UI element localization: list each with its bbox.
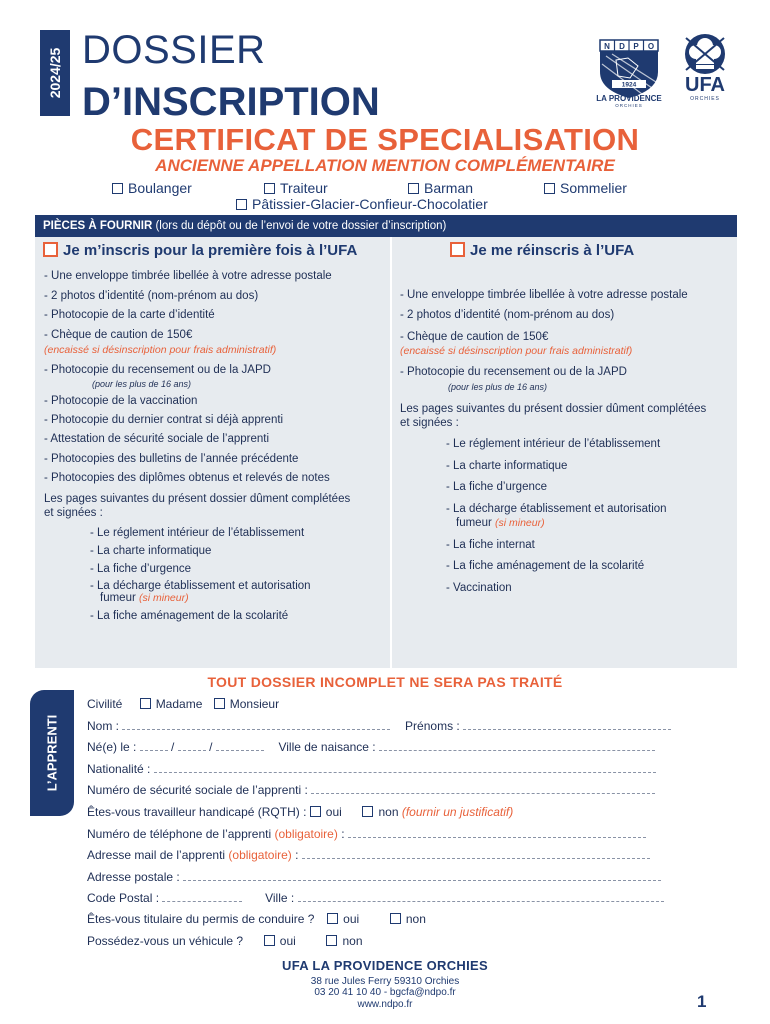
- ville-naissance-label: Ville de naisance :: [278, 740, 376, 754]
- list-item: Les pages suivantes du présent dossier dûment complétées: [44, 493, 351, 505]
- first-time-heading[interactable]: [43, 242, 357, 259]
- ville-label: Ville :: [265, 891, 295, 905]
- list-item: et signées :: [44, 507, 103, 519]
- secu-label: Numéro de sécurité sociale de l’apprenti :: [87, 783, 308, 797]
- list-item: - 2 photos d’identité (nom-prénom au dos): [44, 290, 259, 302]
- ndpo-letter-p: P: [633, 42, 639, 51]
- checkbox-first-time[interactable]: [43, 242, 58, 257]
- list-note: (pour les plus de 16 ans): [448, 382, 548, 392]
- list-note: (pour les plus de 16 ans): [92, 379, 192, 389]
- permis-row: [87, 912, 426, 926]
- oui-label: oui: [343, 912, 360, 926]
- mail-row: [87, 848, 650, 862]
- obligatoire-note: (obligatoire): [274, 827, 338, 841]
- checkbox-handicap-non[interactable]: [362, 806, 373, 817]
- nationalite-row: [87, 762, 656, 776]
- list-item: - Photocopie du dernier contrat si déjà apprenti: [44, 414, 284, 426]
- option-sommelier[interactable]: [544, 180, 627, 196]
- justificatif-note: (fournir un justificatif): [401, 805, 514, 819]
- list-item: - Chèque de caution de 150€: [44, 329, 193, 341]
- list-item: - Photocopie du recensement ou de la JAPD: [400, 366, 627, 378]
- incomplete-warning: TOUT DOSSIER INCOMPLET NE SERA PAS TRAITÉ: [207, 674, 563, 690]
- list-item: - La décharge établissement et autorisation: [446, 503, 667, 515]
- list-item: - Photocopie de la vaccination: [44, 395, 198, 407]
- nationalite-label: Nationalité :: [87, 762, 151, 776]
- option-barman-label: Barman: [424, 180, 474, 196]
- list-item: - Photocopie du recensement ou de la JAPD: [44, 364, 271, 376]
- non-label: non: [342, 934, 363, 948]
- list-item: - Photocopies des diplômes obtenus et relevés de notes: [44, 472, 330, 484]
- birth-day-field[interactable]: [140, 741, 168, 751]
- date-separator: /: [209, 740, 213, 754]
- checkbox-patissier[interactable]: [236, 199, 247, 210]
- checkbox-madame[interactable]: [140, 698, 151, 709]
- reinscription-heading-label: Je me réinscris à l’UFA: [470, 242, 635, 259]
- list-item: [100, 592, 189, 604]
- obligatoire-note: (obligatoire): [228, 848, 292, 862]
- apprenti-tab: [30, 690, 74, 816]
- mail-field[interactable]: [302, 849, 650, 859]
- title-dossier: DOSSIER: [82, 28, 266, 72]
- apprenti-tab-label: L’APPRENTI: [44, 714, 60, 792]
- checkbox-sommelier[interactable]: [544, 183, 555, 194]
- list-item: - La fiche aménagement de la scolarité: [446, 560, 645, 572]
- date-separator: /: [171, 740, 175, 754]
- footer-website[interactable]: www.ndpo.fr: [357, 999, 413, 1010]
- list-item: - Le réglement intérieur de l’établissement: [90, 527, 305, 539]
- la-providence-name: LA PROVIDENCE: [596, 94, 662, 103]
- madame-label: Madame: [155, 697, 203, 711]
- list-item: [456, 517, 545, 529]
- ndpo-year: 1924: [621, 81, 637, 89]
- code-postal-field[interactable]: [162, 892, 242, 902]
- page-number: 1: [697, 992, 707, 1011]
- former-name-subtitle: ANCIENNE APPELLATION MENTION COMPLÉMENTAIRE: [155, 156, 615, 175]
- nom-label: Nom :: [87, 719, 120, 733]
- option-boulanger[interactable]: [112, 180, 192, 196]
- list-item: - 2 photos d’identité (nom-prénom au dos): [400, 309, 615, 321]
- nom-row: [87, 719, 671, 733]
- reinscription-heading[interactable]: [450, 242, 634, 259]
- list-item: - Chèque de caution de 150€: [400, 331, 549, 343]
- year-badge: [40, 30, 70, 116]
- ufa-logo-sub: ORCHIES: [690, 96, 720, 102]
- footer-address: 38 rue Jules Ferry 59310 Orchies: [310, 976, 460, 987]
- pieces-title: PIÈCES À FOURNIR: [43, 220, 153, 232]
- prenoms-field[interactable]: [463, 720, 671, 730]
- list-item: - La charte informatique: [446, 460, 568, 472]
- checkbox-vehicule-oui[interactable]: [264, 935, 275, 946]
- checkbox-vehicule-non[interactable]: [326, 935, 337, 946]
- ufa-logo: [676, 30, 734, 110]
- code-postal-row: [87, 891, 664, 905]
- telephone-field[interactable]: [348, 828, 646, 838]
- naissance-row: [87, 740, 655, 754]
- list-item: - La charte informatique: [90, 545, 212, 557]
- list-item: - La fiche d’urgence: [446, 481, 548, 493]
- non-label: non: [405, 912, 426, 926]
- list-item: - La fiche d’urgence: [90, 563, 192, 575]
- colon: :: [295, 848, 299, 862]
- checkbox-permis-oui[interactable]: [327, 913, 338, 924]
- option-sommelier-label: Sommelier: [560, 180, 627, 196]
- reinscription-panel: [392, 237, 737, 668]
- la-providence-sub: ORCHIES: [615, 103, 643, 108]
- list-note: (encaissé si désinscription pour frais administratif): [44, 344, 277, 356]
- option-boulanger-label: Boulanger: [128, 180, 192, 196]
- adresse-label: Adresse postale :: [87, 870, 180, 884]
- list-note: (encaissé si désinscription pour frais administratif): [400, 345, 633, 357]
- footer-contact: 03 20 41 10 40 - bgcfa@ndpo.fr: [314, 987, 456, 998]
- mail-label: Adresse mail de l’apprenti: [87, 848, 226, 862]
- list-item: - Le réglement intérieur de l’établissement: [446, 438, 661, 450]
- list-item: - Photocopie de la carte d’identité: [44, 309, 215, 321]
- permis-label: Êtes-vous titulaire du permis de conduire ?: [87, 912, 315, 926]
- secu-field[interactable]: [311, 784, 655, 794]
- list-item: - La décharge établissement et autorisation: [90, 580, 311, 592]
- checkbox-traiteur[interactable]: [264, 183, 275, 194]
- list-item: - Photocopies des bulletins de l’année précédente: [44, 453, 299, 465]
- title-inscription: D’INSCRIPTION: [82, 80, 380, 124]
- first-time-heading-label: Je m’inscris pour la première fois à l’UFA: [63, 242, 358, 259]
- telephone-label: Numéro de téléphone de l’apprenti: [87, 827, 272, 841]
- ville-field[interactable]: [298, 892, 664, 902]
- ndpo-letter-n: N: [604, 42, 610, 51]
- fumeur-label: fumeur: [100, 592, 136, 604]
- handicap-row: [87, 805, 513, 819]
- list-item: - Attestation de sécurité sociale de l’apprenti: [44, 433, 270, 445]
- checkbox-reinscription[interactable]: [450, 242, 465, 257]
- list-item: - Une enveloppe timbrée libellée à votre adresse postale: [400, 289, 688, 301]
- adresse-row: [87, 870, 661, 884]
- nationalite-field[interactable]: [154, 763, 656, 773]
- option-traiteur[interactable]: [264, 180, 328, 196]
- pieces-bar: [35, 215, 737, 237]
- vehicule-label: Possédez-vous un véhicule ?: [87, 934, 244, 948]
- telephone-row: [87, 827, 646, 841]
- checkbox-barman[interactable]: [408, 183, 419, 194]
- option-traiteur-label: Traiteur: [280, 180, 328, 196]
- non-label: non: [378, 805, 399, 819]
- civilite-label: Civilité: [87, 697, 123, 711]
- ndpo-letter-d: D: [619, 42, 625, 51]
- si-mineur-note: (si mineur): [139, 592, 189, 604]
- footer-name: UFA LA PROVIDENCE ORCHIES: [282, 958, 488, 973]
- checkbox-permis-non[interactable]: [390, 913, 401, 924]
- ufa-logo-text: UFA: [685, 74, 725, 96]
- prenoms-label: Prénoms :: [405, 719, 460, 733]
- year-label: 2024/25: [47, 47, 63, 99]
- secu-row: [87, 783, 655, 797]
- certificate-title: CERTIFICAT DE SPECIALISATION: [130, 122, 640, 157]
- checkbox-handicap-oui[interactable]: [310, 806, 321, 817]
- ne-le-label: Né(e) le :: [87, 740, 137, 754]
- checkbox-monsieur[interactable]: [214, 698, 225, 709]
- list-item: - La fiche internat: [446, 539, 535, 551]
- si-mineur-note: (si mineur): [495, 517, 545, 529]
- option-patissier[interactable]: [236, 196, 488, 212]
- monsieur-label: Monsieur: [229, 697, 280, 711]
- option-patissier-label: Pâtissier-Glacier-Confieur-Chocolatier: [252, 196, 488, 212]
- birth-year-field[interactable]: [216, 741, 264, 751]
- la-providence-logo: [598, 38, 660, 100]
- ville-naissance-field[interactable]: [379, 741, 655, 751]
- checkbox-boulanger[interactable]: [112, 183, 123, 194]
- list-item: - La fiche aménagement de la scolarité: [90, 610, 289, 622]
- nom-field[interactable]: [122, 720, 390, 730]
- code-postal-label: Code Postal :: [87, 891, 160, 905]
- list-item: - Une enveloppe timbrée libellée à votre adresse postale: [44, 270, 332, 282]
- oui-label: oui: [325, 805, 342, 819]
- vehicule-row: [87, 934, 363, 948]
- handicap-label: Êtes-vous travailleur handicapé (RQTH) :: [87, 805, 307, 819]
- list-item: Les pages suivantes du présent dossier dûment complétées: [400, 403, 707, 415]
- oui-label: oui: [279, 934, 296, 948]
- list-item: et signées :: [400, 417, 459, 429]
- adresse-field[interactable]: [183, 871, 661, 881]
- civilite-row: [87, 697, 279, 711]
- pieces-subtitle: (lors du dépôt ou de l’envoi de votre dossier d’inscription): [155, 220, 447, 232]
- colon: :: [341, 827, 345, 841]
- ndpo-letter-o: O: [647, 42, 655, 51]
- option-barman[interactable]: [408, 180, 473, 196]
- list-item: - Vaccination: [446, 582, 512, 594]
- birth-month-field[interactable]: [178, 741, 206, 751]
- fumeur-label: fumeur: [456, 517, 492, 529]
